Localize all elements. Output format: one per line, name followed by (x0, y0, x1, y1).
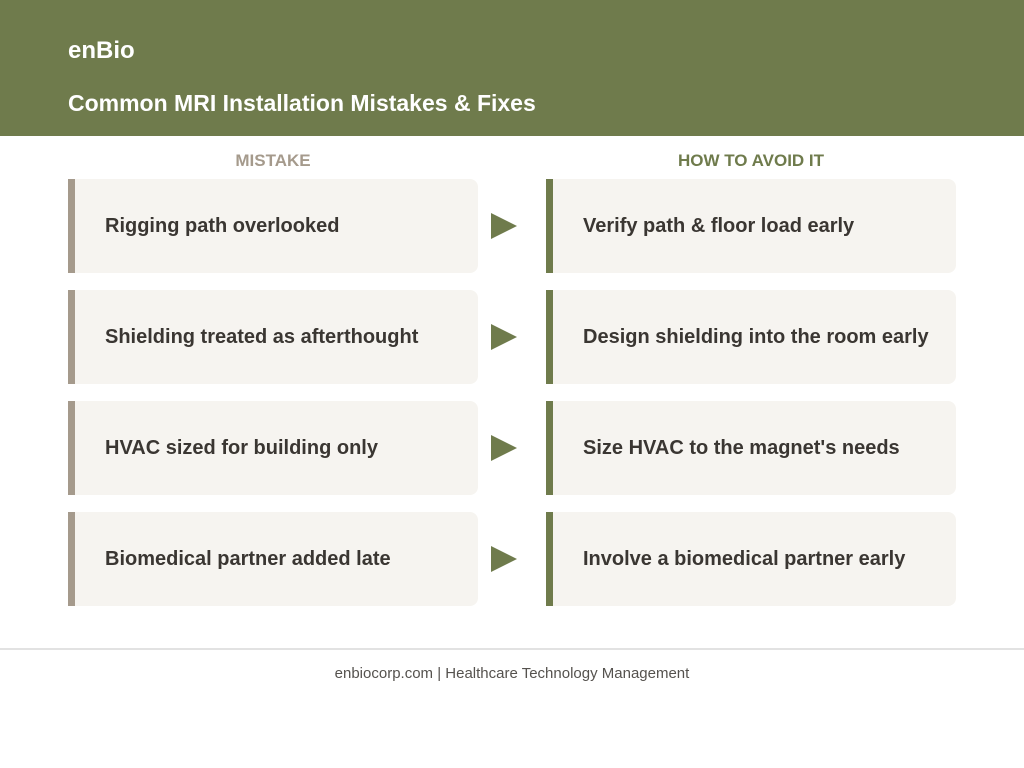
mistake-card (68, 512, 478, 606)
arrow-right-icon (491, 324, 517, 350)
fix-text: Verify path & floor load early (583, 214, 855, 237)
fix-card (546, 290, 956, 384)
mistake-text: Shielding treated as afterthought (105, 325, 419, 348)
mistake-fix-row (0, 290, 1024, 384)
mistake-fix-row (0, 512, 1024, 606)
fix-card (546, 512, 956, 606)
arrow-right-icon (491, 213, 517, 239)
mistake-fix-list (0, 179, 1024, 623)
page-title: Common MRI Installation Mistakes & Fixes (68, 90, 536, 116)
fix-column-heading: HOW TO AVOID IT (677, 151, 825, 170)
fix-text: Design shielding into the room early (583, 325, 929, 348)
mistake-card (68, 401, 478, 495)
footer-text: enbiocorp.com | Healthcare Technology Management (334, 665, 690, 682)
mistake-text: Biomedical partner added late (105, 547, 391, 570)
fix-card (546, 179, 956, 273)
fix-text: Size HVAC to the magnet's needs (583, 436, 900, 459)
header-banner (0, 0, 1024, 136)
mistake-fix-row (0, 401, 1024, 495)
fix-text: Involve a biomedical partner early (583, 547, 906, 570)
footer-divider (0, 648, 1024, 650)
mistake-fix-row (0, 179, 1024, 273)
mistake-card (68, 179, 478, 273)
mistake-column-heading: MISTAKE (235, 151, 311, 170)
mistake-card (68, 290, 478, 384)
arrow-right-icon (491, 546, 517, 572)
arrow-right-icon (491, 435, 517, 461)
mistake-text: Rigging path overlooked (105, 214, 340, 237)
brand-name: enBio (68, 37, 135, 64)
fix-card (546, 401, 956, 495)
mistake-text: HVAC sized for building only (105, 436, 378, 459)
